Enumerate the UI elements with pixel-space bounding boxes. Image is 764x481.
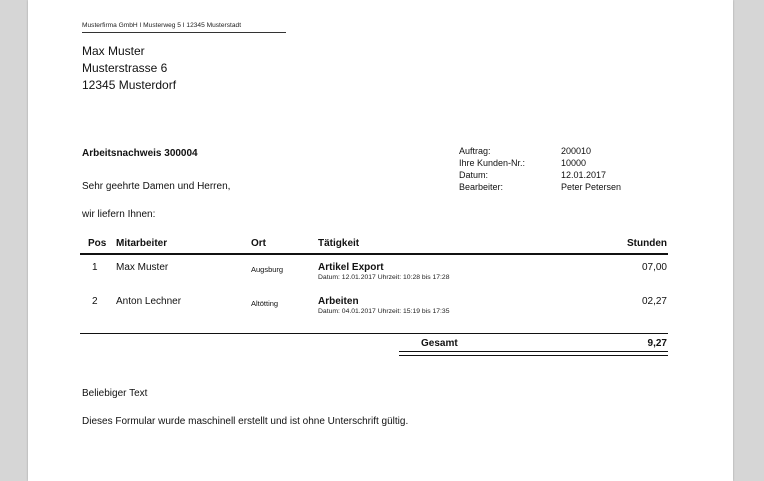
- header-location: Ort: [251, 238, 266, 249]
- row-pos: 2: [92, 296, 98, 307]
- row-employee: Anton Lechner: [116, 296, 182, 307]
- row-activity-detail: Datum: 12.01.2017 Uhrzeit: 10:28 bis 17:28: [318, 274, 450, 281]
- sender-line: Musterfirma GmbH I Musterweg 5 I 12345 Musterstadt: [82, 22, 286, 33]
- total-label: Gesamt: [421, 338, 458, 349]
- intro-text: wir liefern Ihnen:: [82, 209, 156, 220]
- recipient-street: Musterstrasse 6: [82, 61, 168, 75]
- meta-label-date: Datum:: [459, 170, 489, 180]
- meta-label-customer: Ihre Kunden-Nr.:: [459, 158, 526, 168]
- free-text: Beliebiger Text: [82, 388, 148, 399]
- row-location: Altötting: [251, 299, 279, 308]
- meta-value-clerk: Peter Petersen: [561, 182, 622, 192]
- header-activity: Tätigkeit: [318, 238, 360, 249]
- row-activity: Artikel Export: [318, 262, 384, 273]
- document-title: Arbeitsnachweis 300004: [82, 148, 198, 159]
- validity-notice: Dieses Formular wurde maschinell erstellt und ist ohne Unterschrift gültig.: [82, 416, 409, 427]
- header-hours: Stunden: [627, 238, 667, 249]
- meta-value-date: 12.01.2017: [561, 170, 607, 180]
- recipient-city: 12345 Musterdorf: [82, 78, 177, 92]
- table-header-rule: [80, 253, 668, 255]
- document-page: [28, 0, 733, 481]
- table-bottom-rule: [80, 333, 668, 334]
- row-activity: Arbeiten: [318, 296, 359, 307]
- row-pos: 1: [92, 262, 98, 273]
- meta-label-order: Auftrag:: [459, 146, 491, 156]
- salutation: Sehr geehrte Damen und Herren,: [82, 181, 231, 192]
- total-rule-upper: [399, 351, 668, 352]
- row-activity-detail: Datum: 04.01.2017 Uhrzeit: 15:19 bis 17:35: [318, 308, 450, 315]
- row-hours: 02,27: [641, 296, 667, 307]
- row-employee: Max Muster: [116, 262, 169, 273]
- meta-value-customer: 10000: [561, 158, 587, 168]
- header-employee: Mitarbeiter: [116, 238, 168, 249]
- recipient-name: Max Muster: [82, 44, 145, 58]
- total-rule-lower: [399, 355, 668, 356]
- header-pos: Pos: [88, 238, 107, 249]
- meta-value-order: 200010: [561, 146, 592, 156]
- meta-label-clerk: Bearbeiter:: [459, 182, 504, 192]
- row-hours: 07,00: [641, 262, 667, 273]
- total-value: 9,27: [647, 338, 667, 349]
- row-location: Augsburg: [251, 265, 284, 274]
